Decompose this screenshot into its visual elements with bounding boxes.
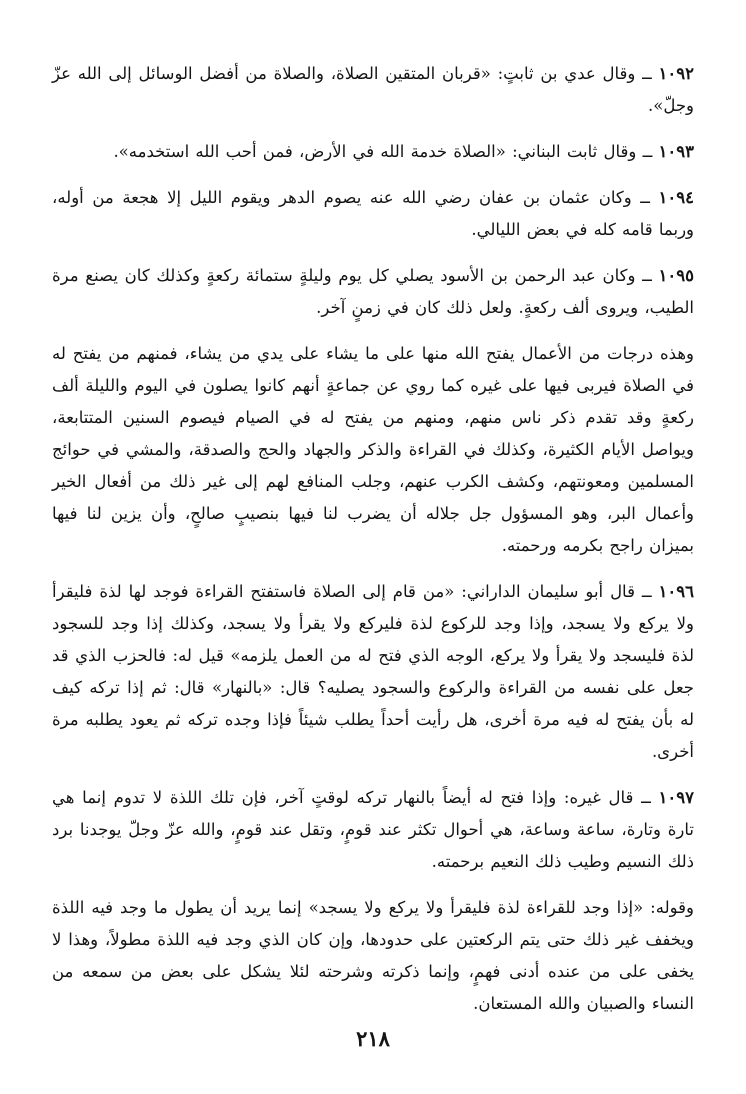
paragraph-1096 [52,576,694,768]
paragraph-text: ــ وكان عثمان بن عفان رضي الله عنه يصوم الدهر ويقوم الليل إلا هجعة من أوله، وربما قامه كله في بعض الليالي. [52,188,694,239]
paragraph-number: ١٠٩٧ [658,788,694,807]
paragraph-1092 [52,58,694,122]
paragraph-number: ١٠٩٣ [658,142,694,161]
paragraph-number: ١٠٩٦ [658,582,694,601]
commentary-paragraph [52,338,694,562]
paragraph-text: ــ وقال ثابت البناني: «الصلاة خدمة الله في الأرض، فمن أحب الله استخدمه». [113,142,659,161]
paragraph-1095 [52,260,694,324]
paragraph-text: ــ وكان عبد الرحمن بن الأسود يصلي كل يوم وليلةٍ ستمائة ركعةٍ وكذلك كان يصنع مرة الطيب، ويروى ألف ركعةٍ. ولعل ذلك كان في زمنٍ آخر. [52,266,694,317]
paragraph-1097 [52,782,694,878]
paragraph-1093 [52,136,694,168]
paragraph-1094 [52,182,694,246]
paragraph-number: ١٠٩٢ [658,64,694,83]
paragraph-text: ــ قال غيره: وإذا فتح له أيضاً بالنهار تركه لوقتٍ آخر، فإن تلك اللذة لا تدوم إنما هي تارة وتارة، ساعة وساعة، هي أحوال تكثر عند قومٍ، وتقل عند قومٍ، والله عزّ وجلّ يوجدنا برد ذلك النسيم وطيب ذلك النعيم برحمته. [52,788,694,871]
paragraph-number: ١٠٩٥ [658,266,694,285]
paragraph-text: وهذه درجات من الأعمال يفتح الله منها على ما يشاء على يدي من يشاء، فمنهم من يفتح له في الصلاة فيربى فيها على غيره كما روي عن جماعةٍ أنهم كانوا يصلون في اليوم والليلة ألف ركعةٍ وقد تقدم ذكر ناس منهم، ومنهم من يفتح له في الصيام فيصوم السنين المتتابعة، ويواصل الأيام الكثيرة، وكذلك في القراءة والذكر والجهاد والحج والصدقة، والمشي في حوائج المسلمين ومعونتهم، وكشف الكرب عنهم، وجلب المنافع لهم إلى غير ذلك من أفعال الخير وأعمال البر، وهو المسؤول جل جلاله أن يضرب لنا فيها بنصيبٍ صالحٍ، وأن يزين لنا فيها بميزان راجح بكرمه ورحمته. [52,344,694,555]
paragraph-text: ــ وقال عدي بن ثابتٍ: «قربان المتقين الصلاة، والصلاة من أفضل الوسائل إلى الله عزّ وجلّ». [52,64,694,115]
paragraph-text: ــ قال أبو سليمان الداراني: «من قام إلى الصلاة فاستفتح القراءة فوجد لها لذة فليقرأ ولا يركع ولا يسجد، وإذا وجد للركوع لذة فليركع ولا يقرأ ولا يسجد، وكذلك إذا وجد للسجود لذة فليسجد ولا يقرأ ولا يركع، الوجه الذي فتح له من العمل يلزمه» قيل له: فالحزب الذي قد جعل على نفسه من القراءة والركوع والسجود يصليه؟ قال: «بالنهار» قال: ثم إذا تركه كيف له بأن يفتح له فيه مرة أخرى، هل رأيت أحداً يطلب شيئاً فإذا وجده تركه ثم يعود يطلبه مرة أخرى. [52,582,694,761]
page-number: ٢١٨ [356,1026,390,1051]
paragraph-number: ١٠٩٤ [658,188,694,207]
paragraph-text: وقوله: «إذا وجد للقراءة لذة فليقرأ ولا يركع ولا يسجد» إنما يريد أن يطول ما وجد فيه اللذة ويخفف غير ذلك حتى يتم الركعتين على حدودها، وإن كان الذي وجد فيه اللذة مطولاً، وهذا لا يخفى على من عنده أدنى فهمٍ، وإنما ذكرته وشرحته لئلا يشكل على بعض من سمعه من النساء والصبيان والله المستعان. [52,898,694,1013]
closing-paragraph [52,892,694,1020]
